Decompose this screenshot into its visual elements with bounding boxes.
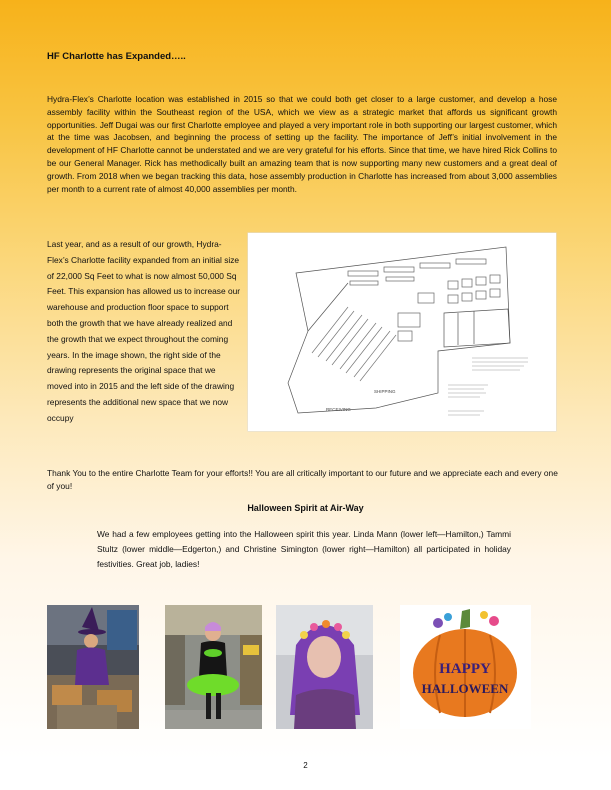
happy-halloween-pumpkin-image bbox=[400, 605, 531, 729]
article-paragraph-intro: Hydra-Flex’s Charlotte location was established in 2015 so that we could both get closer to a large customer, and develop a hose assembly facility within the Southeast region of the USA, which we view as a strategic market that affords us significant growth opportunities. Jeff Dugai was our first Charlotte employee and played a very important role in both supporting our largest customer, which at the time was Jacobsen, and beginning the process of setting up the facility. The importance of Jeff’s initial involvement in the development of HF Charlotte cannot be understated and we are very grateful for his efforts. Since that time, we have hired Rick Collins to be our General Manager. Rick has methodically built an amazing team that is now supporting many new customers and a great deal of growth. From 2018 when we began tracking this data, hose assembly production in Charlotte has increased from about 3,000 assemblies per month to a current rate of almost 40,000 assemblies per month. bbox=[47, 94, 557, 194]
article-paragraph-halloween: We had a few employees getting into the Halloween spirit this year. Linda Mann (lower left—Hamilton,) Tammi Stultz (lower middle—Edgerton,) and Christine Simington (lower right—Hamilton) all participated in holiday festivities. Great job, ladies! bbox=[97, 529, 511, 569]
photo-tammi-stultz bbox=[165, 605, 262, 729]
drawing-label-shipping: SHIPPING bbox=[374, 389, 396, 394]
article-paragraph-expansion: Last year, and as a result of our growth, Hydra-Flex’s Charlotte facility expanded from an initial size of 22,000 Sq Feet to what is now almost 50,000 Sq Feet. This expansion has allowed us to increase our warehouse and production floor space to support both the growth that we have already realized and the growth that we expect throughout the coming years. In the image shown, the right side of the drawing represents the original space that we moved into in 2015 and the left side of the drawing represents the additional new space that we now occupy bbox=[47, 239, 241, 423]
page-number: 2 bbox=[303, 761, 308, 770]
sign-text-halloween: HALLOWEEN bbox=[421, 681, 509, 696]
sign-text-happy: HAPPY bbox=[439, 661, 491, 677]
photo-linda-mann bbox=[47, 605, 139, 729]
drawing-label-receiving: RECEIVING bbox=[326, 407, 351, 412]
photo-christine-simington bbox=[276, 605, 373, 729]
article-title-halloween: Halloween Spirit at Air-Way bbox=[247, 503, 364, 513]
article-title-charlotte: HF Charlotte has Expanded….. bbox=[47, 51, 186, 62]
facility-floor-plan-image bbox=[248, 233, 556, 431]
article-paragraph-thanks: Thank You to the entire Charlotte Team for your efforts!! You are all critically important to our future and we appreciate each and every one of you! bbox=[47, 468, 558, 491]
